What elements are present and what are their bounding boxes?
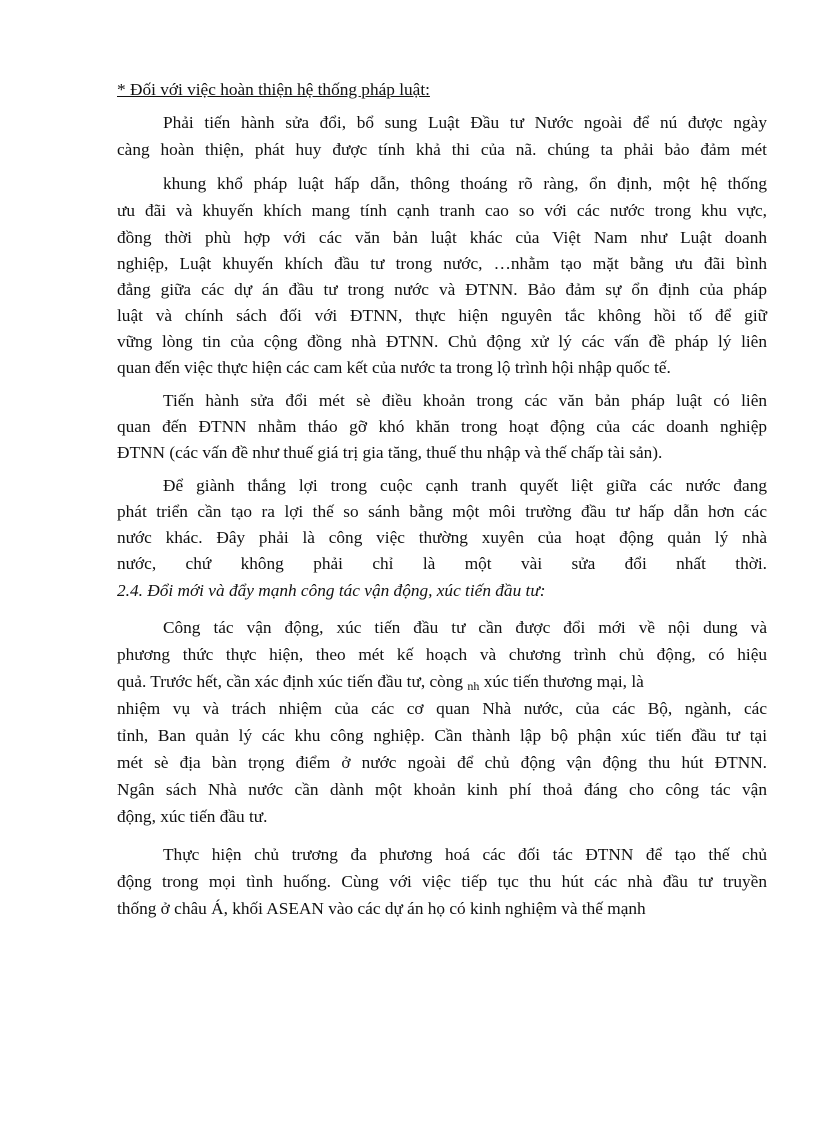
paragraph-line: phương thức thực hiện, theo mét kế hoạch và chương trình chủ động, có hiệu xyxy=(117,645,767,664)
paragraph-line: Thực hiện chủ trương đa phương hoá các đối tác ĐTNN để tạo thế chủ xyxy=(163,845,767,864)
paragraph-line: đồng thời phù hợp với các văn bản luật khác của Việt Nam như Luật doanh xyxy=(117,228,767,247)
paragraph-line: tỉnh, Ban quản lý các khu công nghiệp. Cần thành lập bộ phận xúc tiến đầu tư tại xyxy=(117,726,767,745)
paragraph-line: Ngân sách Nhà nước cần dành một khoản kinh phí thoả đáng cho công tác vận xyxy=(117,780,767,799)
paragraph-line: Công tác vận động, xúc tiến đầu tư cần được đổi mới về nội dung và xyxy=(163,618,767,637)
paragraph-line: nhiệm vụ và trách nhiệm của các cơ quan Nhà nước, của các Bộ, ngành, các xyxy=(117,699,767,718)
paragraph-line: nước, chứ không phải chỉ là một vài sửa đổi nhất thời. xyxy=(117,554,767,573)
paragraph-line: Tiến hành sửa đổi mét sè điều khoản trong các văn bản pháp luật có liên xyxy=(163,391,767,410)
paragraph-line: càng hoàn thiện, phát huy được tính khả thi của nã. chúng ta phải bảo đảm mét xyxy=(117,140,767,159)
section-heading-italic: 2.4. Đổi mới và đẩy mạnh công tác vận động, xúc tiến đầu tư: xyxy=(117,581,546,600)
stray-fragment: nh xyxy=(467,679,480,693)
paragraph-line: vững lòng tin của cộng đồng nhà ĐTNN. Chủ động xử lý các vấn đề pháp lý liên xyxy=(117,332,767,351)
paragraph-line: ưu đãi và khuyến khích mang tính cạnh tranh cao so với các nước trong khu vực, xyxy=(117,201,767,220)
paragraph-line: Để giành thắng lợi trong cuộc cạnh tranh quyết liệt giữa các nước đang xyxy=(163,476,767,495)
paragraph-line: Phải tiến hành sửa đổi, bổ sung Luật Đầu tư Nước ngoài để nú được ngày xyxy=(163,113,767,132)
paragraph-line: thống ở châu Á, khối ASEAN vào các dự án họ có kinh nghiệm và thế mạnh xyxy=(117,899,646,918)
paragraph-line: mét sè địa bàn trọng điểm ở nước ngoài để chủ động vận động thu hút ĐTNN. xyxy=(117,753,767,772)
paragraph-line: quan đến ĐTNN nhằm tháo gỡ khó khăn trong hoạt động của các doanh nghiệp xyxy=(117,417,767,436)
paragraph-line: động trong mọi tình huống. Cùng với việc tiếp tục thu hút các nhà đầu tư truyền xyxy=(117,872,767,891)
paragraph-line: khung khổ pháp luật hấp dẫn, thông thoáng rõ ràng, ổn định, một hệ thống xyxy=(163,174,767,193)
paragraph-line: nước khác. Đây phải là công việc thường xuyên của hoạt động quản lý nhà xyxy=(117,528,767,547)
paragraph-line: quan đến việc thực hiện các cam kết của nước ta trong lộ trình hội nhập quốc tế. xyxy=(117,358,671,377)
paragraph-line: đẳng giữa các dự án đầu tư trong nước và ĐTNN. Bảo đảm sự ổn định của pháp xyxy=(117,280,767,299)
paragraph-line: động, xúc tiến đầu tư. xyxy=(117,807,268,826)
paragraph-line: ĐTNN (các vấn đề như thuế giá trị gia tăng, thuế thu nhập và thế chấp tài sản). xyxy=(117,443,663,462)
paragraph-line: phát triển cần tạo ra lợi thế so sánh bằng một môi trường đầu tư hấp dẫn hơn các xyxy=(117,502,767,521)
paragraph-line: luật và chính sách đối với ĐTNN, thực hiện nguyên tắc không hồi tố để giữ xyxy=(117,306,767,325)
paragraph-line: nghiệp, Luật khuyến khích đầu tư trong nước, …nhằm tạo mặt bằng ưu đãi bình xyxy=(117,254,767,273)
paragraph-line-mixed xyxy=(117,670,767,698)
paragraph-text: quả. Trước hết, cần xác định xúc tiến đầu tư, còng xyxy=(117,672,464,691)
section-heading: * Đối với việc hoàn thiện hệ thống pháp luật: xyxy=(117,80,430,99)
paragraph-text: xúc tiến thương mại, là xyxy=(483,672,644,691)
